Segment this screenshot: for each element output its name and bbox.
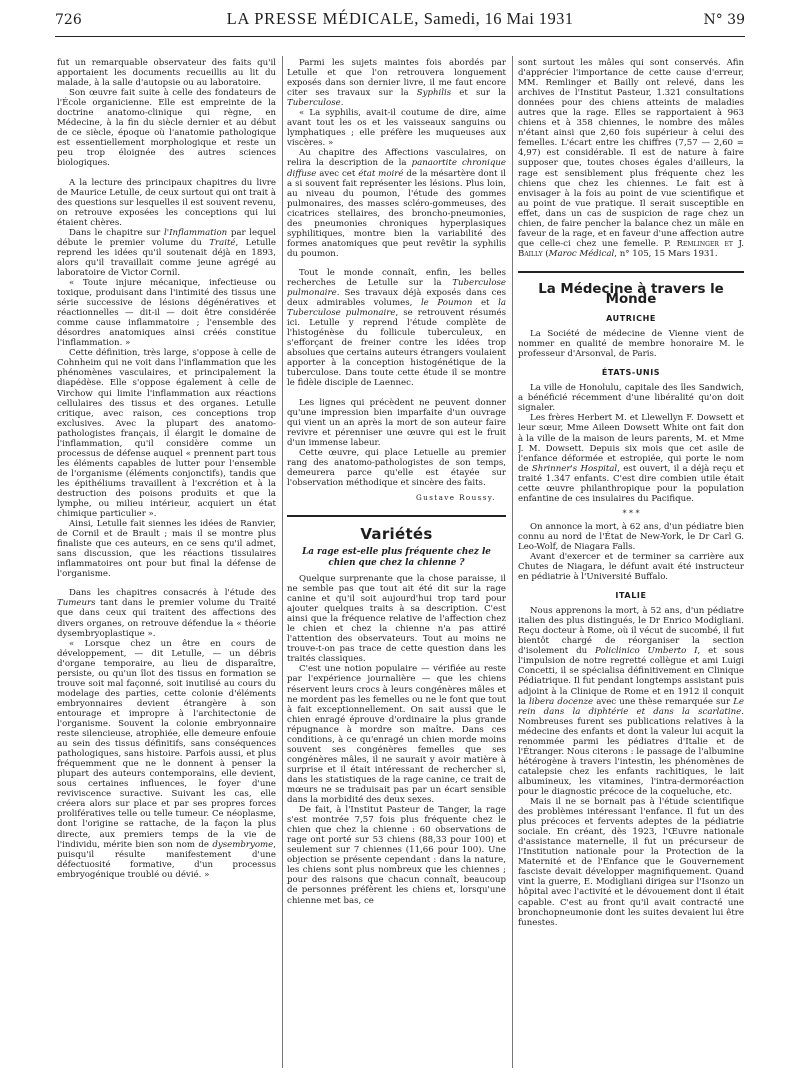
paragraph: Parmi les sujets maintes fois abordés par Letulle et que l'on retrouvera longuement exposés dans son dernier livre, il me faut encore citer ses travaux sur la Syphilis et sur la Tuberculose. bbox=[287, 58, 506, 109]
paragraph: Ainsi, Letulle fait siennes les idées de Ranvier, de Cornil et de Brault ; mais il se montre plus finaliste que ces auteurs, en ce sens qu'il admet, sans discussion, que les réactions tissulaires inflammatoires ont pour but final la défense de l'organisme. bbox=[57, 519, 276, 580]
paragraph: Cette définition, très large, s'oppose à celle de Cohnheim qui ne voit dans l'inflammation que les phénomènes vasculaires, et principalement la diapédèse. Elle s'oppose également à celle de Virchow qui limite l'inflammation aux réactions cellulaires des tissus et des organes. Letulle critique, avec raison, ces conceptions trop exclusives. Avec la plupart des anatomo-pathologistes français, il élargit le domaine de l'inflammation, qu'il considère comme un processus de défense auquel « prennent part tous les éléments capables de lutter pour l'ensemble de l'organisme (éléments conjonctifs), tandis que les épithéliums travaillent à l'excrétion et à la destruction des poisons produits et que la lymphe, ou milieu intérieur, acquiert un état chimique particulier ». bbox=[57, 348, 276, 520]
paragraph: La Société de médecine de Vienne vient de nommer en qualité de membre honoraire M. le professeur d'Arsonval, de Paris. bbox=[518, 329, 744, 360]
issue-date: Samedi, 16 Mai 1931 bbox=[423, 9, 574, 28]
column-left bbox=[57, 58, 276, 1068]
paragraph: Les frères Herbert M. et Llewellyn F. Dowsett et leur sœur, Mme Aileen Dowsett White ont fait don à la ville de la maison de leurs parents, M. et Mme J. M. Dowsett. Depuis six mois que cet asile de l'enfance déformée et estropiée, qui porte le nom de Shrinner's Hospital, est ouvert, il a déjà reçu et traité 1.347 enfants. C'est dire combien utile était cette œuvre philanthropique pour la population enfantine de ces insulaires du Pacifique. bbox=[518, 413, 744, 504]
paragraph: Cette œuvre, qui place Letuelle au premier rang des anatomo-pathologistes de son temps, demeurera parce qu'elle est étayée sur l'observation méthodique et sincère des faits. bbox=[287, 447, 506, 488]
paragraph: Mais il ne se bornait pas à l'étude scientifique des problèmes intéressant l'enfance. Il fut un des plus précoces et fervents adeptes de la pédiatrie sociale. En créant, dès 1923, l'Œuvre nationale d'assistance maternelle, il fut un précurseur de l'Institution nationale pour la Protection de la Maternité et de l'Enfance que le Gouvernement fasciste devait développer magnifiquement. Quand vint la guerre, E. Modigliani dirigea sur l'Isonzo un hôpital avec l'activité et le dévouement dont il était capable. C'est au front qu'il avait contracté une bronchopneumonie dont les suites devaient lui être funestes. bbox=[518, 797, 744, 928]
journal-name: LA PRESSE MÉDICALE, bbox=[226, 9, 420, 28]
page-number: 726 bbox=[55, 12, 82, 28]
paragraph: Son œuvre fait suite à celle des fondateurs de l'École organicienne. Elle est empreinte de la doctrine anatomo-clinique qui règne, en Médecine, à la fin du siècle dernier et au début de ce siècle, époque où l'anatomie pathologique est essentiellement morphologique et reste un peu trop éloignée des autres sciences biologiques. bbox=[57, 88, 276, 169]
column-divider bbox=[512, 56, 513, 1068]
paragraph: C'est une notion populaire — vérifiée au reste par l'expérience journalière — que les chiens réservent leurs crocs à leurs congénères mâles et ne mordent pas les femelles ou ne le font que tout à fait exceptionnellement. On sait aussi que le chien enragé éprouve d'ordinaire la plus grande répugnance à mordre son maître. Dans ces conditions, à ce qu'enragé un chien morde moins souvent ses congénères femelles que ses congénères mâles, il ne saurait y avoir matière à surprise et il était intéressant de rechercher si, dans les statistiques de la rage canine, ce trait de mœurs ne se traduisait pas par un écart sensible dans la morbidité des deux sexes. bbox=[287, 664, 506, 806]
paragraph: Les lignes qui précèdent ne peuvent donner qu'une impression bien imparfaite d'un ouvrage qui vient un an après la mort de son auteur faire revivre et pérenniser une œuvre qui est le fruit d'un immense labeur. bbox=[287, 397, 506, 448]
paragraph: On annonce la mort, à 62 ans, d'un pédiatre bien connu au nord de l'État de New-York, le Dr Carl G. Leo-Wolf, de Niagara Falls. bbox=[518, 521, 744, 552]
paragraph: Au chapitre des Affections vasculaires, on relira la description de la panaortite chronique diffuse avec cet état moiré de la mésartère dont il a si souvent fait représenter les lésions. Plus loin, au niveau du poumon, l'étude des gommes pulmonaires, des masses scléro-gommeuses, des cicatrices stellaires, des broncho-pneumonies, des pneumonies chroniques hyperplasiques syphilitiques, montre bien la variabilité des formes anatomiques que peut revêtir la syphilis du poumon. bbox=[287, 148, 506, 259]
paragraph: Dans le chapitre sur l'Inflammation par lequel débute le premier volume du Traité, Letulle reprend les idées qu'il soutenait déjà en 1893, alors qu'il travaillait comme jeune agrégé au laboratoire de Victor Cornil. bbox=[57, 227, 276, 278]
section-heading: La Médecine à travers le Monde bbox=[538, 281, 724, 307]
paragraph: Tout le monde connaît, enfin, les belles recherches de Letulle sur la Tuberculose pulmonaire. Ses travaux déjà exposés dans ces deux admirables volumes, le Poumon et la Tuberculose pulmonaire, se retrouvent résumés ici. Letulle y reprend l'étude complète de l'histogénèse du follicule tuberculeux, en s'efforçant de freiner contre les idées trop absolues que certains auteurs étrangers voulaient apporter à la conception histogénétique de la tuberculose. Dans toute cette étude il se montre le fidèle disciple de Laennec. bbox=[287, 267, 506, 389]
section-heading: Variétés bbox=[360, 524, 433, 543]
paragraph: Quelque surprenante que la chose paraisse, il ne semble pas que tout ait été dit sur la rage canine et qu'il soit aujourd'hui trop tard pour ajouter quelques traits à sa description. C'est ainsi que la fréquence relative de l'affection chez le chien et chez la chienne n'a pas attiré l'attention des observateurs. Tout au moins ne trouve-t-on pas trace de cette question dans les traités classiques. bbox=[287, 574, 506, 665]
author-signature: Gustave Roussy. bbox=[416, 492, 496, 502]
paragraph: A la lecture des principaux chapitres du livre de Maurice Letulle, de ceux surtout qui ont trait à des questions sur lesquelles il est souvent revenu, on retrouve exposées les conceptions qui lui étaient chères. bbox=[57, 177, 276, 228]
country-heading: ÉTATS-UNIS bbox=[601, 368, 661, 378]
header-rule bbox=[55, 36, 745, 37]
column-middle bbox=[287, 58, 506, 1068]
section-rule bbox=[287, 515, 506, 517]
paragraph: Dans les chapitres consacrés à l'étude des Tumeurs tant dans le premier volume du Traité que dans ceux qui traitent des affections des divers organes, on retrouve défendue la « théorie dysembryoplastique ». bbox=[57, 588, 276, 639]
issue-number: N° 39 bbox=[703, 12, 745, 28]
column-divider bbox=[282, 56, 283, 1068]
quotation: « Toute injure mécanique, infectieuse ou toxique, produisant dans l'intimité des tissus une série successive de lésions dégénératives et réactionnelles — dit-il — doit être considérée comme cause inflammatoire ; l'ensemble des désordres anatomiques ainsi créés constitue l'inflammation. » bbox=[57, 277, 276, 349]
country-heading: ITALIE bbox=[615, 591, 647, 601]
paragraph: La ville de Honolulu, capitale des îles Sandwich, a bénéficié récemment d'une libéralité qu'on doit signaler. bbox=[518, 383, 744, 414]
paragraph: De fait, à l'Institut Pasteur de Tanger, la rage s'est montrée 7,57 fois plus fréquente chez le chien que chez la chienne : 60 observations de rage ont porté sur 53 chiens (88,33 pour 100) et seulement sur 7 chiennes (11,66 pour 100). Une objection se présente cependant : dans la nature, les chiens sont plus nombreux que les chiennes ; pour des raisons que chacun connaît, beaucoup de personnes préfèrent les chiens et, lorsqu'une chienne met bas, ce bbox=[287, 805, 506, 906]
paragraph: fut un remarquable observateur des faits qu'il apportaient les documents recueillis au lit du malade, à la salle d'autopsie ou au laboratoire. bbox=[57, 58, 276, 89]
section-rule bbox=[518, 271, 744, 273]
quotation: « La syphilis, avait-il coutume de dire, aime avant tout les os et les vaisseaux sanguins ou lymphatiques ; elle préfère les muqueuses aux viscères. » bbox=[287, 108, 506, 149]
paragraph: sont surtout les mâles qui sont conservés. Afin d'apprécier l'importance de cette cause d'erreur, MM. Remlinger et Bailly ont relevé, dans les archives de l'Institut Pasteur, 1.321 consultations données pour des chiens atteints de maladies autres que la rage. Elles se rapportaient à 963 chiens et à 358 chiennes, le nombre des mâles n'étant ainsi que 2,60 fois supérieur à celui des femelles. L'écart entre les chiffres (7,57 — 2,60 = 4,97) est considérable. Il est de nature à faire supposer que, toutes choses égales d'ailleurs, la rage est sensiblement plus fréquente chez les chiens que chez les chiennes. Le fait est à envisager à la fois au point de vue scientifique et au point de vue pratique. Il serait susceptible en effet, dans un cas de suspicion de rage chez un chien, de faire pencher la balance chez un mâle en faveur de la rage, et en faveur d'une affection autre que celle-ci chez une femelle. P. Remlinger et J. Bailly (Maroc Médical, n° 105, 15 Mars 1931. bbox=[518, 58, 744, 259]
column-right bbox=[518, 58, 744, 1068]
country-heading: AUTRICHE bbox=[606, 314, 656, 324]
quotation: « Lorsque chez un être en cours de développement, — dit Letulle, — un débris d'organe temporaire, au lieu de disparaître, persiste, ou qu'un îlot des tissus en formation se trouve soit mal façonné, soit inutilisé au cours du modelage des parties, cette colonie d'éléments embryonnaires devient étrangère à son entourage et impropre à l'architectonie de l'organisme. Souvent la colonie embryonnaire reste silencieuse, atrophiée, elle demeure enfouie au sein des tissus définitifs, sans conséquences pathologiques, sans histoire. Parfois aussi, et plus fréquemment que ne le donnent à penser la plupart des auteurs contemporains, elle devient, sous certaines influences, le foyer d'une reviviscence suractive. Suivant les cas, elle créera alors sur place et par ses propres forces prolifératives telle ou telle tumeur. Ce néoplasme, dont l'origine se rattache, de la façon la plus directe, aux premiers temps de la vie de l'individu, mérite bien son nom de dysembryome, puisqu'il résulte manifestement d'une défectuosité formative, d'un processus embryogénique troublé ou dévié. » bbox=[57, 638, 276, 880]
running-title bbox=[55, 9, 745, 29]
page-header bbox=[55, 6, 745, 36]
article-title: La rage est-elle plus fréquente chez le chien que chez la chienne ? bbox=[302, 547, 491, 568]
paragraph: Nous apprenons la mort, à 52 ans, d'un pédiatre italien des plus distingués, le Dr Enrico Modigliani. Reçu docteur à Rome, où il vécut de sucombé, il fut bientôt chargé de réorganiser la section d'isolement du Policlinico Umberto I, et sous l'impulsion de notre regretté collègue et ami Luigi Concetti, il se spécialisa définitivement en Clinique Pédiatrique. Il fut pendant longtemps assistant puis adjoint à la Clinique de Rome et en 1912 il conquit la libera docenze avec une thèse remarquée sur Le rein dans la diphtérie et dans la scarlatine. Nombreuses furent ses publications relatives à la médecine des enfants et dont la valeur lui acquit la renommée parmi les pédiatres d'Italie et de l'Étranger. Nous citerons : le passage de l'albumine hétérogène à travers l'intestin, les phénomènes de catalepsie chez les enfants rachitiques, le lait albumineux, les vitamines, l'intra-dermoréaction pour le diagnostic précoce de la coqueluche, etc. bbox=[518, 606, 744, 797]
asterism: * * * bbox=[622, 508, 640, 518]
paragraph: Avant d'exercer et de terminer sa carrière aux Chutes de Niagara, le défunt avait été instructeur en pédiatrie à l'Université Buffalo. bbox=[518, 551, 744, 583]
